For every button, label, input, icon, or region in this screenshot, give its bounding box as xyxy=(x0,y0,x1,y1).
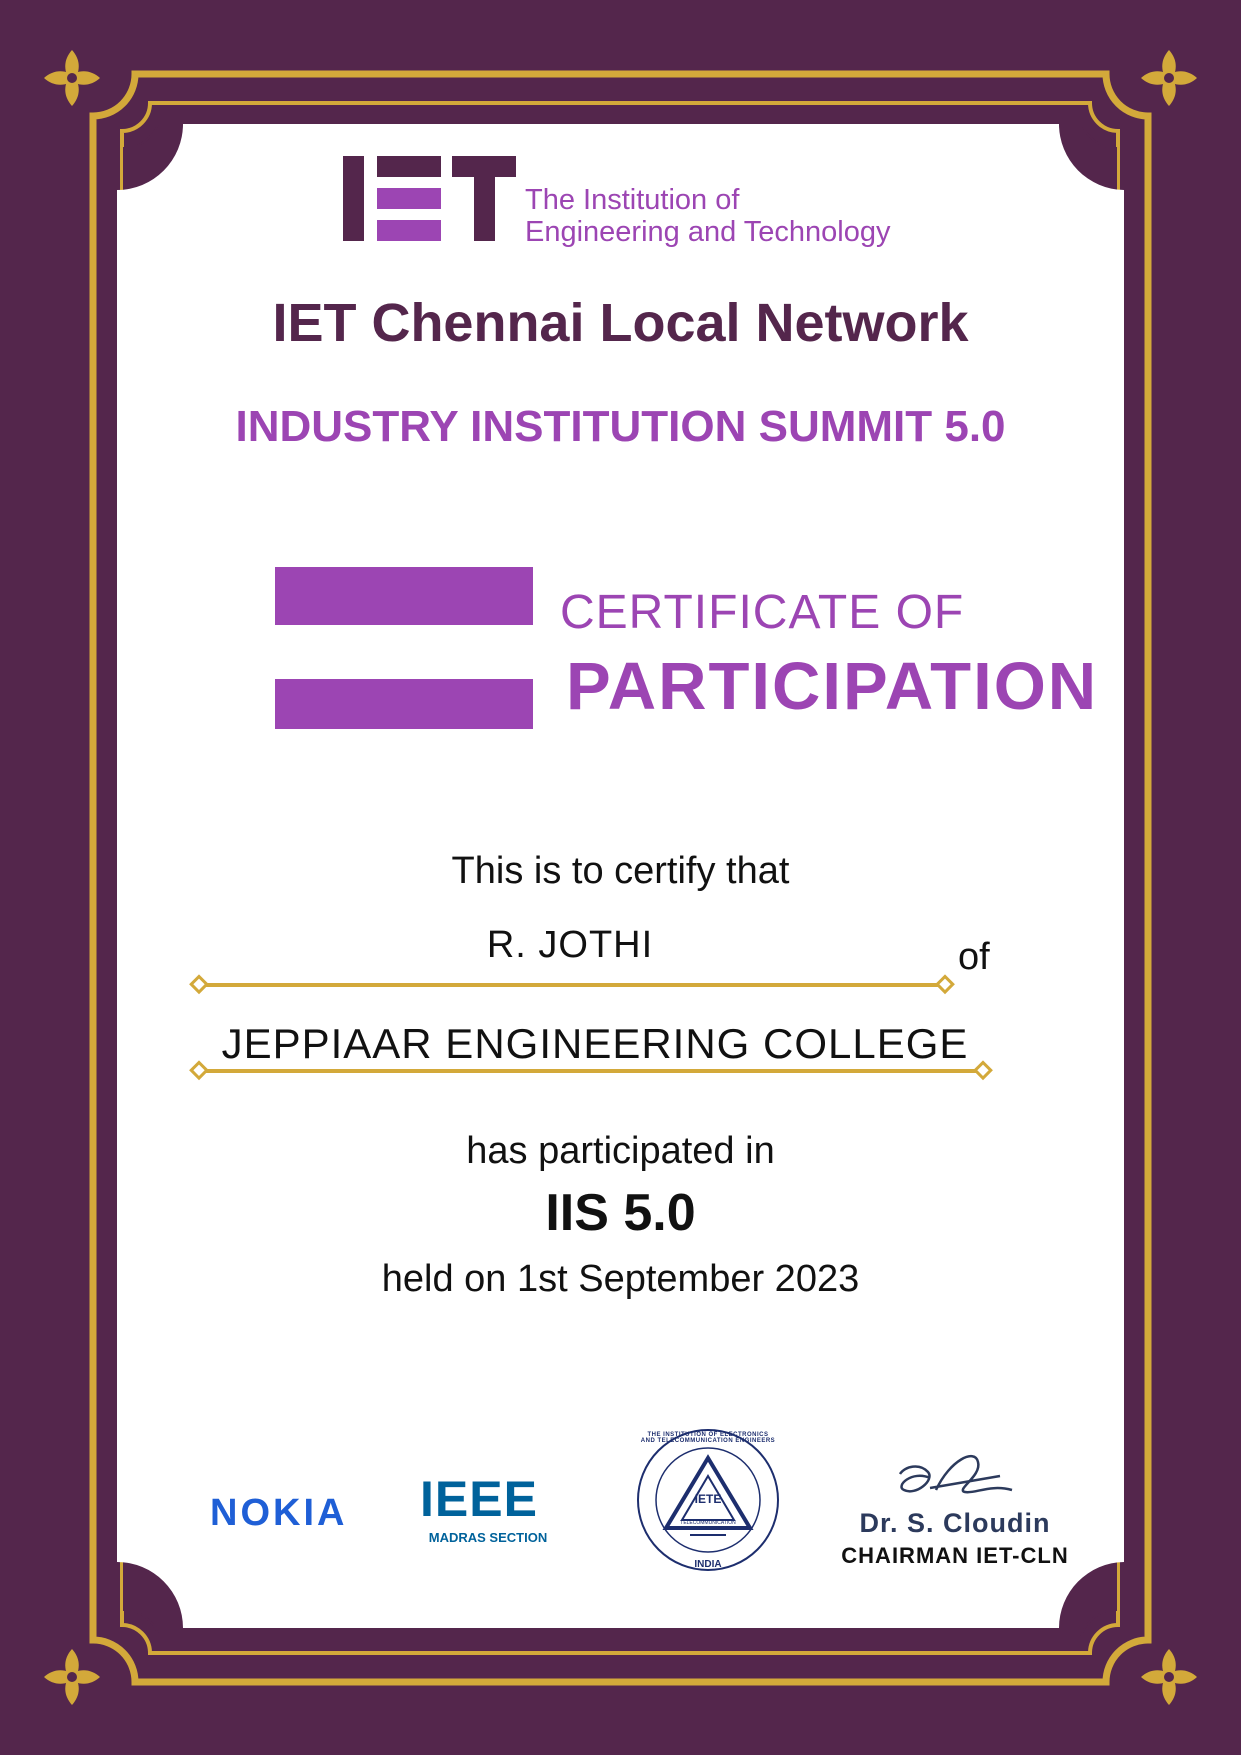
tagline-line-1: The Institution of xyxy=(525,184,740,216)
decor-bar-bottom xyxy=(275,679,533,729)
recipient-name: R. JOTHI xyxy=(486,924,654,966)
event-name: IIS 5.0 xyxy=(545,1184,696,1242)
ieee-logo: IEEE xyxy=(420,1471,538,1527)
signatory-role: CHAIRMAN IET-CLN xyxy=(841,1543,1069,1568)
certificate-title-line-1: CERTIFICATE OF xyxy=(560,586,965,639)
nokia-logo: NOKIA xyxy=(210,1492,348,1534)
iete-bottom-label: INDIA xyxy=(694,1559,722,1570)
held-on-date: held on 1st September 2023 xyxy=(381,1258,860,1300)
tagline-line-2: Engineering and Technology xyxy=(525,216,891,248)
ieee-section-label: MADRAS SECTION xyxy=(428,1530,548,1545)
iete-center-label: IETE xyxy=(694,1492,722,1506)
certify-intro: This is to certify that xyxy=(451,850,790,892)
signatory-name: Dr. S. Cloudin xyxy=(859,1508,1051,1538)
certificate-title-line-2: PARTICIPATION xyxy=(566,649,1099,724)
institution-name: JEPPIAAR ENGINEERING COLLEGE xyxy=(221,1020,969,1067)
participated-text: has participated in xyxy=(466,1130,775,1172)
iet-logo-tagline xyxy=(525,184,890,248)
iete-ring-label: THE INSTITUTION OF ELECTRONICS AND TELECOMMUNICATION ENGINEERS xyxy=(640,1432,776,1444)
summit-title: INDUSTRY INSTITUTION SUMMIT 5.0 xyxy=(235,402,1006,451)
iete-inner-label: TELECOMMUNICATION ENGINEERS xyxy=(680,1520,736,1532)
of-label: of xyxy=(958,936,990,978)
org-name: IET Chennai Local Network xyxy=(272,293,969,353)
decor-bar-top xyxy=(275,567,533,625)
